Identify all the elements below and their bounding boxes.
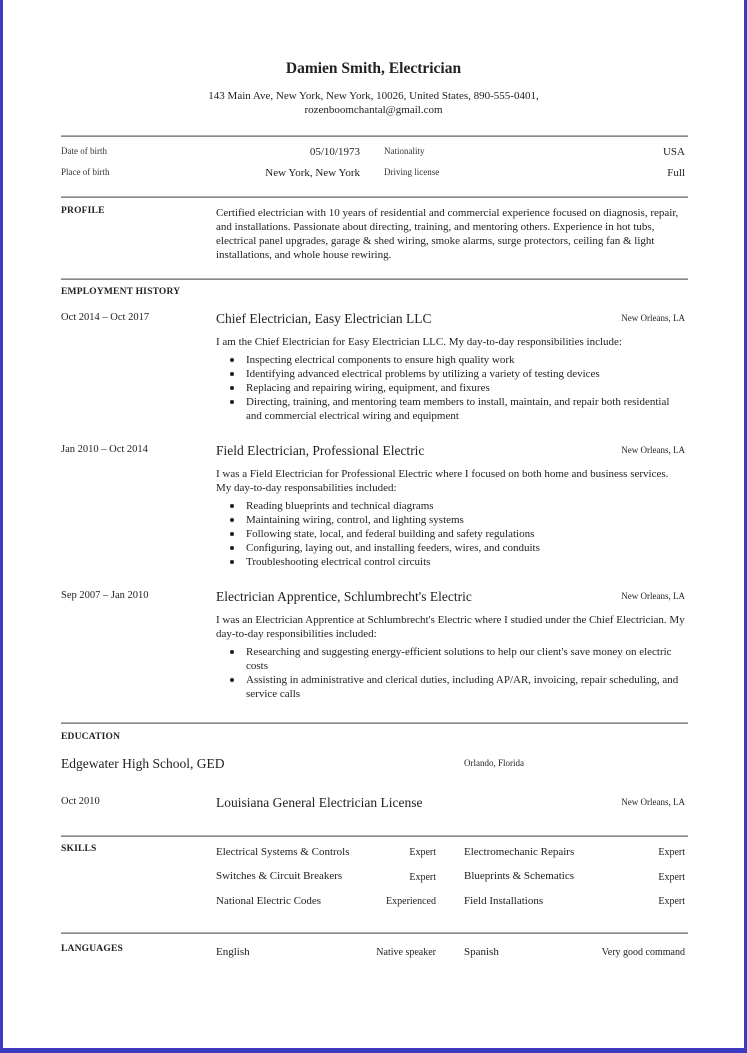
skills-heading: SKILLS (61, 844, 97, 854)
list-item: Identifying advanced electrical problems by utilizing a variety of testing devices (246, 367, 686, 381)
education-title: Louisiana General Electrician License (216, 795, 423, 810)
education-location: New Orleans, LA (621, 797, 685, 807)
education-title: Edgewater High School, GED (61, 756, 225, 771)
email[interactable]: rozenboomchantal@gmail.com (304, 104, 443, 116)
list-item: Following state, local, and federal building and safety regulations (246, 527, 686, 541)
job-bullets (216, 499, 686, 569)
job-location: New Orleans, LA (621, 445, 685, 455)
job-title: Electrician Apprentice, Schlumbrecht's Electric (216, 589, 472, 604)
job-dates: Jan 2010 – Oct 2014 (61, 444, 148, 455)
nationality-value: USA (662, 146, 685, 158)
education-location: Orlando, Florida (464, 758, 524, 768)
pob-label: Place of birth (61, 167, 110, 177)
skill-name: Switches & Circuit Breakers (216, 870, 343, 882)
license-value: Full (667, 167, 685, 179)
list-item: Configuring, laying out, and installing feeders, wires, and conduits (246, 541, 686, 555)
dob-value: 05/10/1973 (309, 146, 360, 158)
list-item: Troubleshooting electrical control circuits (246, 555, 686, 569)
divider (61, 835, 688, 837)
job-location: New Orleans, LA (621, 591, 685, 601)
job-dates: Oct 2014 – Oct 2017 (61, 312, 150, 323)
job-description: I was an Electrician Apprentice at Schlumbrecht's Electric where I studied under the Chief Electrician. My day-to-day responsibilities included: (216, 614, 685, 640)
employment-heading: EMPLOYMENT HISTORY (61, 287, 181, 297)
address: 143 Main Ave, New York, New York, 10026, United States, 890-555-0401, (208, 90, 539, 102)
divider (61, 932, 688, 934)
profile-text: Certified electrician with 10 years of residential and commercial experience focused on diagnosis, repair, and installations. Passionate about directing, training, and mentoring others. Experience in hot tubs, electrical panel upgrades, garage & shed wiring, smoke alarms, surge protectors, ceiling fan & light installations, and whole house rewiring. (216, 207, 679, 261)
resume-page (3, 0, 744, 1048)
language-name: English (216, 946, 250, 958)
dob-label: Date of birth (61, 146, 107, 156)
license-label: Driving license (384, 167, 440, 177)
job-title: Field Electrician, Professional Electric (216, 443, 425, 458)
skill-level: Expert (409, 872, 436, 883)
list-item: Assisting in administrative and clerical duties, including AP/AR, invoicing, repair scheduling, and service calls (246, 673, 686, 701)
list-item: Reading blueprints and technical diagrams (246, 499, 686, 513)
job-description: I was a Field Electrician for Professional Electric where I focused on both home and business services. My day-to-day responsabilities included: (216, 468, 669, 494)
divider (61, 278, 688, 280)
divider (61, 722, 688, 724)
skill-level: Expert (658, 896, 685, 907)
job-bullets (216, 353, 686, 423)
language-level: Native speaker (376, 947, 436, 958)
skill-level: Expert (409, 847, 436, 858)
pob-value: New York, New York (265, 167, 360, 179)
nationality-label: Nationality (384, 146, 425, 156)
skill-level: Expert (658, 847, 685, 858)
skill-name: Field Installations (464, 895, 544, 907)
list-item: Researching and suggesting energy-efficient solutions to help our client's save money on electric costs (246, 645, 686, 673)
list-item: Replacing and repairing wiring, equipment, and fixures (246, 381, 686, 395)
resume-title: Damien Smith, Electrician (285, 60, 462, 77)
list-item: Maintaining wiring, control, and lighting systems (246, 513, 686, 527)
skill-name: Blueprints & Schematics (464, 870, 574, 882)
job-title: Chief Electrician, Easy Electrician LLC (216, 311, 432, 326)
language-name: Spanish (464, 946, 499, 958)
job-bullets (216, 645, 686, 701)
list-item: Inspecting electrical components to ensure high quality work (246, 353, 686, 367)
language-level: Very good command (601, 947, 685, 958)
skill-level: Expert (658, 872, 685, 883)
list-item: Directing, training, and mentoring team members to install, maintain, and repair both residential and commercial electrical wiring and equipment (246, 395, 686, 423)
education-dates: Oct 2010 (61, 796, 100, 807)
skill-name: Electrical Systems & Controls (216, 846, 350, 858)
profile-heading: PROFILE (61, 206, 105, 216)
skill-level: Experienced (386, 896, 436, 907)
skill-name: Electromechanic Repairs (464, 846, 575, 858)
divider (61, 196, 688, 198)
job-description: I am the Chief Electrician for Easy Electrician LLC. My day-to-day responsibilities include: (216, 336, 622, 348)
job-location: New Orleans, LA (621, 313, 685, 323)
education-heading: EDUCATION (61, 732, 121, 742)
skill-name: National Electric Codes (216, 895, 322, 907)
divider (61, 135, 688, 137)
languages-heading: LANGUAGES (61, 944, 123, 954)
job-dates: Sep 2007 – Jan 2010 (61, 590, 149, 601)
